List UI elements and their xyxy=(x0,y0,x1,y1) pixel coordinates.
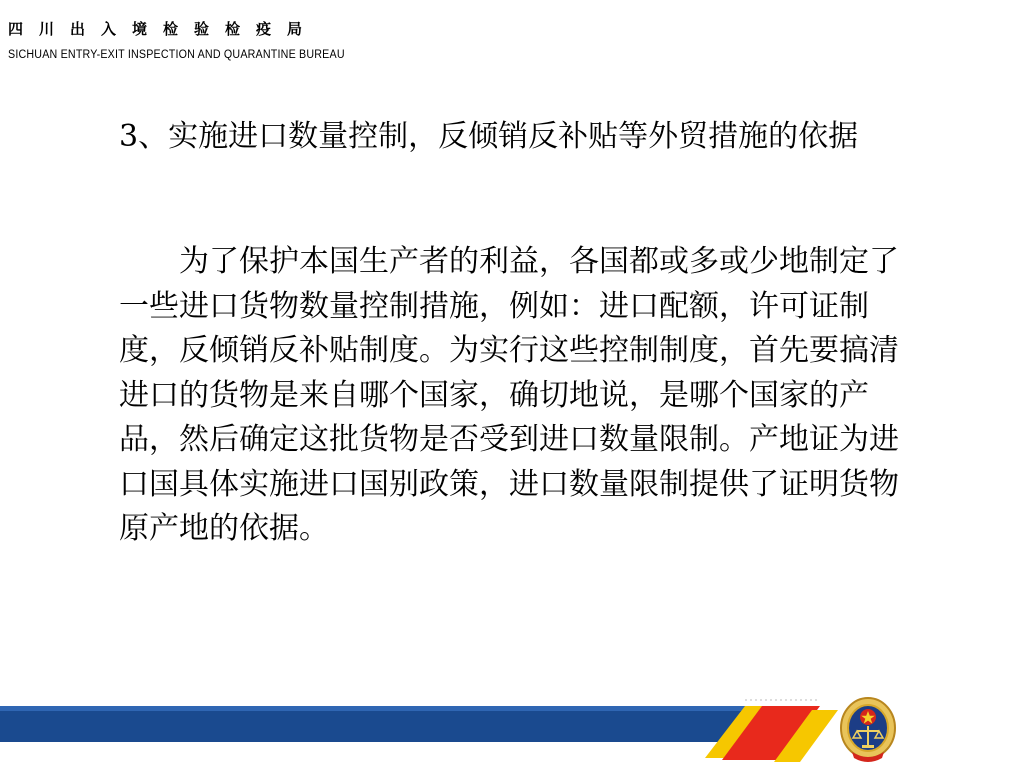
body-paragraph: 为了保护本国生产者的利益，各国都或多或少地制定了一些进口货物数量控制措施，例如：进口配额，许可证制度，反倾销反补贴制度。为实行这些控制制度，首先要搞清进口的货物是来自哪个国家，确切地说，是哪个国家的产品，然后确定这批货物是否受到进口数量限制。产地证为进口国具体实施进口国别政策，进口数量限制提供了证明货物原产地的依据。 xyxy=(119,244,899,546)
bureau-name-en: SICHUAN ENTRY-EXIT INSPECTION AND QUARANTINE BUREAU xyxy=(8,49,345,61)
bureau-name-cn: 四川出入境检验检疫局 xyxy=(8,20,319,38)
footer-blue-highlight xyxy=(0,706,745,711)
emblem-scale-base xyxy=(862,745,874,748)
inspection-quarantine-emblem-icon xyxy=(838,690,898,762)
footer-blue-band xyxy=(0,706,745,742)
section-heading: 3、实施进口数量控制，反倾销反补贴等外贸措施的依据 xyxy=(119,119,859,154)
